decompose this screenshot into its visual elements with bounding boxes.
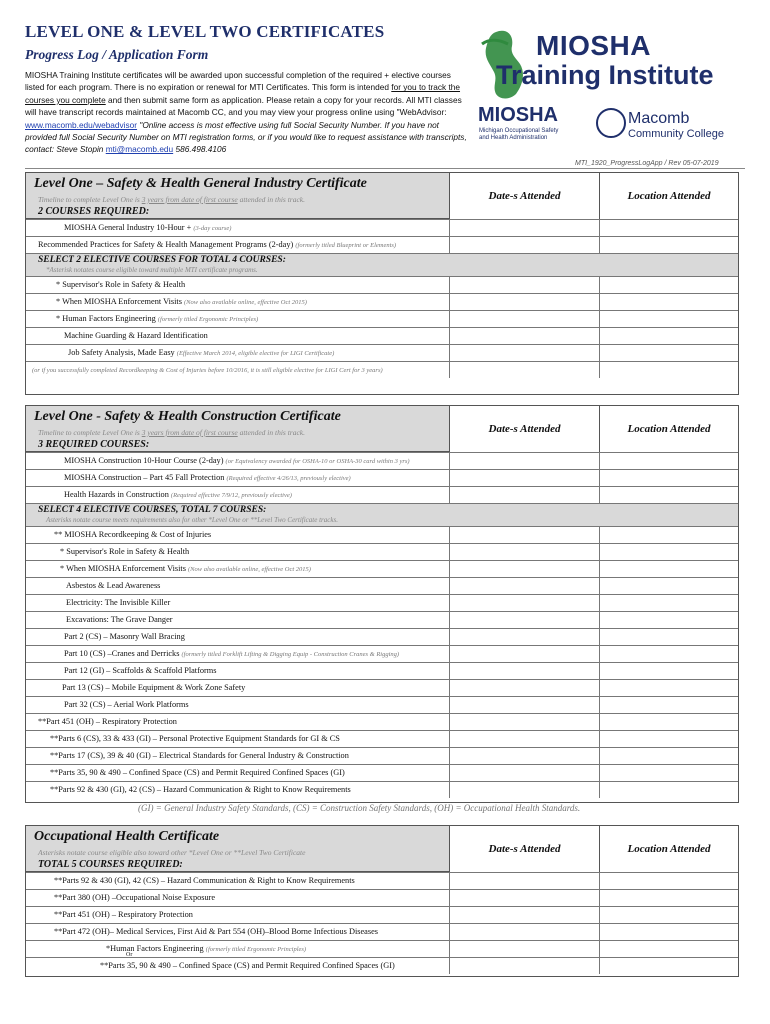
location-input-cell[interactable] (600, 890, 738, 906)
certificate-section (25, 172, 739, 395)
intro-underline: for you to track the courses you complete (25, 82, 461, 105)
course-label (50, 751, 349, 760)
webadvisor-link[interactable]: www.macomb.edu/webadvisor (25, 119, 138, 130)
course-name-cell (26, 714, 450, 730)
course-name: Part 32 (CS) – Aerial Work Platforms (64, 700, 189, 709)
course-name: *Human Factors Engineering (106, 944, 206, 953)
location-input-cell[interactable] (600, 544, 738, 560)
logo-line-1: MIOSHA (536, 30, 651, 61)
macomb-sub: Community College (628, 128, 724, 140)
course-label (54, 530, 211, 539)
location-input-cell[interactable] (600, 697, 738, 713)
course-note: (Required effective 4/26/13, previously elective) (226, 475, 351, 482)
course-row (26, 543, 738, 560)
course-name-cell (26, 544, 450, 560)
timeline-text: Asterisks notate course eligible also toward other *Level One or **Level Two Certificate (38, 848, 306, 857)
course-note: (Now also available online, effective Oct 2015) (184, 299, 307, 306)
location-input-cell[interactable] (600, 680, 738, 696)
elective-note: *Asterisk notates course eligible toward multiple MTI certificate programs. (46, 266, 258, 274)
course-note: (3-day course) (193, 225, 232, 232)
course-label (62, 683, 245, 692)
email-link[interactable]: mti@macomb.edu (105, 144, 174, 155)
course-label (54, 876, 355, 885)
location-input-cell[interactable] (600, 612, 738, 628)
date-input-cell[interactable] (450, 294, 600, 310)
course-note: (or if you successfully completed Recordkeeping & Cost of Injuries before 10/2016, it is still eligible elective for LIGI Cert for 3 years) (32, 367, 383, 374)
date-input-cell[interactable] (450, 311, 600, 327)
date-input-cell[interactable] (450, 595, 600, 611)
page-title: LEVEL ONE & LEVEL TWO CERTIFICATES (25, 22, 385, 41)
course-name-cell (26, 527, 450, 543)
course-name: Asbestos & Lead Awareness (66, 581, 161, 590)
course-name: Health Hazards in Construction (64, 490, 171, 499)
course-label (56, 314, 258, 323)
course-name: **Part 451 (OH) – Respiratory Protection (38, 717, 177, 726)
revision-label: MTI_1920_ProgressLogApp / Rev 05-07-2019 (575, 160, 719, 167)
location-input-cell[interactable] (600, 714, 738, 730)
course-name: **Part 451 (OH) – Respiratory Protection (54, 910, 193, 919)
date-input-cell[interactable] (450, 958, 600, 974)
date-input-cell[interactable] (450, 941, 600, 957)
divider (25, 168, 745, 169)
location-input-cell[interactable] (600, 527, 738, 543)
section-timeline (38, 848, 305, 857)
course-name-cell (26, 907, 450, 923)
location-input-cell[interactable] (600, 362, 738, 378)
section-header (26, 173, 450, 219)
course-label (60, 564, 311, 573)
course-note: (formerly titled Ergonomic Principles) (157, 316, 259, 323)
course-row (26, 679, 738, 696)
section-header (26, 826, 450, 872)
location-column-header: Location Attended (627, 843, 711, 855)
location-input-cell[interactable] (600, 578, 738, 594)
date-input-cell[interactable] (450, 924, 600, 940)
or-separator: Or (126, 952, 133, 958)
location-input-cell[interactable] (600, 220, 738, 236)
course-label (56, 280, 185, 289)
course-row (26, 293, 738, 310)
date-input-cell[interactable] (450, 907, 600, 923)
course-label (64, 490, 292, 499)
course-name-cell (26, 487, 450, 503)
course-row (26, 889, 738, 906)
course-row (26, 560, 738, 577)
location-input-cell[interactable] (600, 470, 738, 486)
course-name-cell (26, 748, 450, 764)
course-name-cell (26, 890, 450, 906)
course-note: (Effective March 2014, eligible elective for LIGI Certificate) (176, 350, 335, 357)
certificate-section (25, 825, 739, 977)
section-requirement: 3 REQUIRED COURSES: (38, 439, 150, 450)
section-timeline (38, 428, 305, 437)
date-input-cell[interactable] (450, 629, 600, 645)
intro-text-2: and then submit same form as application. Please retain a copy for your records. All MTI classes will have transcript records maintained at Macomb CC, and you may view your progress online using "WebAdvisor: (25, 94, 462, 118)
section-title: Level One – Safety & Health General Industry Certificate (34, 176, 367, 191)
course-name-cell (26, 873, 450, 889)
location-input-cell[interactable] (600, 924, 738, 940)
course-name-cell (26, 294, 450, 310)
course-name: MIOSHA Construction 10-Hour Course (2-day) (64, 456, 226, 465)
miosha-full-name: Michigan Occupational Safety and Health Administration (479, 128, 559, 141)
location-input-cell[interactable] (600, 646, 738, 662)
course-row (26, 327, 738, 344)
section-title: Occupational Health Certificate (34, 829, 220, 844)
location-input-cell[interactable] (600, 237, 738, 253)
course-name-cell (26, 362, 450, 378)
location-input-cell[interactable] (600, 765, 738, 781)
location-input-cell[interactable] (600, 907, 738, 923)
date-input-cell[interactable] (450, 697, 600, 713)
intro-text-3: "Online access is most effective using full Social Security Number. If you have not provided full Social Security Number on MTI registration forms, or if you would like to request assistance with transcripts, contact: Steve Stopin (25, 119, 467, 155)
course-label (100, 961, 395, 970)
date-input-cell[interactable] (450, 345, 600, 361)
date-input-cell[interactable] (450, 453, 600, 469)
elective-title: SELECT 4 ELECTIVE COURSES, TOTAL 7 COURSES: (38, 505, 267, 515)
course-name-cell (26, 941, 450, 957)
location-input-cell[interactable] (600, 561, 738, 577)
date-input-cell[interactable] (450, 612, 600, 628)
course-name: Electricity: The Invisible Killer (66, 598, 171, 607)
timeline-underline: 3 years from date of first course (141, 428, 238, 437)
course-row (26, 236, 738, 253)
date-input-cell[interactable] (450, 487, 600, 503)
course-name: **Parts 92 & 430 (GI), 42 (CS) – Hazard Communication & Right to Know Requirements (50, 785, 351, 794)
course-note: (formerly titled Blueprint or Elements) (295, 242, 397, 249)
course-row (26, 577, 738, 594)
miosha-wordmark: MIOSHA (478, 104, 558, 126)
course-row (26, 923, 738, 940)
course-label (66, 598, 170, 607)
location-input-cell[interactable] (600, 277, 738, 293)
course-note: (Required effective 7/9/12, previously elective) (170, 492, 292, 499)
location-input-cell[interactable] (600, 487, 738, 503)
intro-text-1: MIOSHA Training Institute certificates will be awarded upon successful completion of the required + elective courses listed for each program. There is no expiration or renewal for MTI Certificates. This form is intended (25, 70, 451, 93)
course-label (32, 365, 383, 374)
course-name-cell (26, 765, 450, 781)
course-label (66, 615, 173, 624)
timeline-text-end: attended in this track. (237, 428, 305, 437)
course-row (26, 747, 738, 764)
macomb-name: Macomb (628, 110, 690, 127)
course-name: **Parts 6 (CS), 33 & 433 (GI) – Personal Protective Equipment Standards for GI & CS (50, 734, 340, 743)
date-input-cell[interactable] (450, 578, 600, 594)
location-input-cell[interactable] (600, 873, 738, 889)
course-name: MIOSHA Construction – Part 45 Fall Protection (64, 473, 227, 482)
course-row (26, 696, 738, 713)
date-input-cell[interactable] (450, 561, 600, 577)
page-header (25, 22, 465, 156)
date-column-header: Date-s Attended (450, 826, 600, 872)
course-row (26, 276, 738, 293)
course-row (26, 713, 738, 730)
course-label (64, 223, 231, 232)
course-name-cell (26, 561, 450, 577)
date-column-header: Date-s Attended (450, 173, 600, 219)
course-name: **Part 380 (OH) –Occupational Noise Exposure (54, 893, 216, 902)
course-label (64, 700, 189, 709)
course-label (54, 893, 215, 902)
course-name: * Human Factors Engineering (56, 314, 158, 323)
course-row (26, 526, 738, 543)
course-name-cell (26, 646, 450, 662)
section-requirement: TOTAL 5 COURSES REQUIRED: (38, 859, 183, 870)
course-row (26, 611, 738, 628)
course-row (26, 957, 738, 974)
logo-line-2: Training Institute (496, 60, 714, 90)
location-input-cell[interactable] (600, 782, 738, 798)
course-row (26, 628, 738, 645)
course-label (50, 734, 340, 743)
course-label (68, 348, 334, 357)
date-input-cell[interactable] (450, 680, 600, 696)
date-input-cell[interactable] (450, 663, 600, 679)
course-name: * Supervisor's Role in Safety & Health (56, 280, 186, 289)
course-name: Recommended Practices for Safety & Health Management Programs (2-day) (38, 240, 296, 249)
section-header (26, 406, 450, 452)
course-name: **Part 472 (OH)– Medical Services, First Aid & Part 554 (OH)–Blood Borne Infectious Diseases (54, 927, 378, 936)
timeline-text: Timeline to complete Level One is (38, 428, 142, 437)
course-row (26, 781, 738, 798)
timeline-underline: 3 years from date of first course (141, 195, 238, 204)
location-input-cell[interactable] (600, 731, 738, 747)
course-label (38, 717, 177, 726)
date-input-cell[interactable] (450, 714, 600, 730)
course-label (38, 240, 396, 249)
course-label (56, 297, 307, 306)
location-input-cell[interactable] (600, 748, 738, 764)
course-note: (or Equivalency awarded for OSHA-10 or OSHA-30 card within 3 yrs) (225, 458, 410, 465)
elective-title: SELECT 2 ELECTIVE COURSES FOR TOTAL 4 COURSES: (38, 255, 286, 265)
miosha-logo (476, 24, 751, 154)
location-input-cell[interactable] (600, 345, 738, 361)
date-input-cell[interactable] (450, 328, 600, 344)
location-input-cell[interactable] (600, 311, 738, 327)
course-name-cell (26, 924, 450, 940)
course-note: (formerly titled Ergonomic Principles) (205, 946, 307, 953)
course-label (60, 547, 189, 556)
course-name-cell (26, 328, 450, 344)
date-input-cell[interactable] (450, 362, 600, 378)
elective-header (26, 253, 738, 276)
course-row (26, 906, 738, 923)
date-input-cell[interactable] (450, 873, 600, 889)
standards-legend: (GI) = General Industry Safety Standards, (CS) = Construction Safety Standards, (OH) = Occupational Health Standards. (138, 803, 581, 813)
course-label (50, 768, 345, 777)
course-row (26, 940, 738, 957)
date-input-cell[interactable] (450, 748, 600, 764)
course-name: * When MIOSHA Enforcement Visits (56, 297, 185, 306)
date-input-cell[interactable] (450, 646, 600, 662)
course-row (26, 452, 738, 469)
date-input-cell[interactable] (450, 277, 600, 293)
course-row (26, 662, 738, 679)
course-name: ** MIOSHA Recordkeeping & Cost of Injuries (54, 530, 212, 539)
page-subtitle: Progress Log / Application Form (25, 47, 209, 62)
course-name-cell (26, 680, 450, 696)
course-label (64, 456, 410, 465)
course-label (64, 666, 216, 675)
course-name-cell (26, 612, 450, 628)
course-label (64, 331, 208, 340)
course-note: (formerly titled Forklift Lifting & Digging Equip - Construction Cranes & Rigging) (181, 651, 400, 658)
course-name-cell (26, 731, 450, 747)
course-row (26, 764, 738, 781)
course-row (26, 361, 738, 378)
course-label (64, 632, 185, 641)
date-column-header: Date-s Attended (450, 406, 600, 452)
date-input-cell[interactable] (450, 470, 600, 486)
course-name-cell (26, 345, 450, 361)
date-input-cell[interactable] (450, 890, 600, 906)
timeline-text-end: attended in this track. (237, 195, 305, 204)
elective-header (26, 503, 738, 526)
course-name: **Parts 35, 90 & 490 – Confined Space (CS) and Permit Required Confined Spaces (GI) (100, 961, 395, 970)
course-row (26, 872, 738, 889)
course-name-cell (26, 697, 450, 713)
course-label (66, 581, 160, 590)
course-name-cell (26, 782, 450, 798)
course-name: Part 12 (GI) – Scaffolds & Scaffold Platforms (64, 666, 217, 675)
section-requirement: 2 COURSES REQUIRED: (38, 206, 150, 217)
intro-paragraph (25, 69, 470, 156)
course-name-cell (26, 311, 450, 327)
location-column-header: Location Attended (627, 190, 711, 202)
course-name: Machine Guarding & Hazard Identification (64, 331, 208, 340)
date-input-cell[interactable] (450, 527, 600, 543)
date-input-cell[interactable] (450, 731, 600, 747)
date-input-cell[interactable] (450, 237, 600, 253)
course-row (26, 344, 738, 361)
course-label (54, 927, 378, 936)
course-name: Part 10 (CS) –Cranes and Derricks (64, 649, 182, 658)
date-input-cell[interactable] (450, 765, 600, 781)
course-row (26, 219, 738, 236)
course-name-cell (26, 453, 450, 469)
location-input-cell[interactable] (600, 595, 738, 611)
contact-phone: 586.498.4106 (173, 144, 227, 155)
course-note: (Now also available online, effective Oct 2015) (188, 566, 311, 573)
section-timeline (38, 195, 305, 204)
macomb-shell-icon (596, 108, 626, 138)
course-row (26, 486, 738, 503)
timeline-text: Timeline to complete Level One is (38, 195, 142, 204)
course-name-cell (26, 220, 450, 236)
course-name-cell (26, 277, 450, 293)
course-name-cell (26, 237, 450, 253)
location-input-cell[interactable] (600, 328, 738, 344)
certificate-section (25, 405, 739, 803)
course-name: **Parts 17 (CS), 39 & 40 (GI) – Electrical Standards for General Industry & Construction (50, 751, 349, 760)
course-label (50, 785, 351, 794)
location-input-cell[interactable] (600, 958, 738, 974)
location-input-cell[interactable] (600, 663, 738, 679)
course-name: Part 13 (CS) – Mobile Equipment & Work Zone Safety (62, 683, 246, 692)
course-name-cell (26, 958, 450, 974)
date-input-cell[interactable] (450, 544, 600, 560)
location-input-cell[interactable] (600, 629, 738, 645)
elective-note: Asterisks notate course meets requirements also for other *Level One or **Level Two Certificate tracks. (46, 516, 338, 524)
course-row (26, 594, 738, 611)
course-name: Job Safety Analysis, Made Easy (68, 348, 177, 357)
course-row (26, 730, 738, 747)
course-name-cell (26, 470, 450, 486)
course-row (26, 469, 738, 486)
date-input-cell[interactable] (450, 220, 600, 236)
course-name: MIOSHA General Industry 10-Hour + (64, 223, 194, 232)
course-name-cell (26, 578, 450, 594)
course-name-cell (26, 629, 450, 645)
course-name: Part 2 (CS) – Masonry Wall Bracing (64, 632, 185, 641)
course-label (64, 473, 351, 482)
location-input-cell[interactable] (600, 294, 738, 310)
course-row (26, 645, 738, 662)
location-input-cell[interactable] (600, 453, 738, 469)
date-input-cell[interactable] (450, 782, 600, 798)
course-name: * When MIOSHA Enforcement Visits (60, 564, 189, 573)
course-name: **Parts 92 & 430 (GI), 42 (CS) – Hazard Communication & Right to Know Requirements (54, 876, 355, 885)
course-label (54, 910, 193, 919)
course-row (26, 310, 738, 327)
course-name: * Supervisor's Role in Safety & Health (60, 547, 190, 556)
course-label (64, 649, 399, 658)
location-input-cell[interactable] (600, 941, 738, 957)
location-column-header: Location Attended (627, 423, 711, 435)
course-name-cell (26, 663, 450, 679)
course-name: **Parts 35, 90 & 490 – Confined Space (CS) and Permit Required Confined Spaces (GI) (50, 768, 345, 777)
course-label (106, 944, 306, 953)
course-name-cell (26, 595, 450, 611)
course-name: Excavations: The Grave Danger (66, 615, 173, 624)
section-title: Level One - Safety & Health Construction Certificate (34, 409, 341, 424)
